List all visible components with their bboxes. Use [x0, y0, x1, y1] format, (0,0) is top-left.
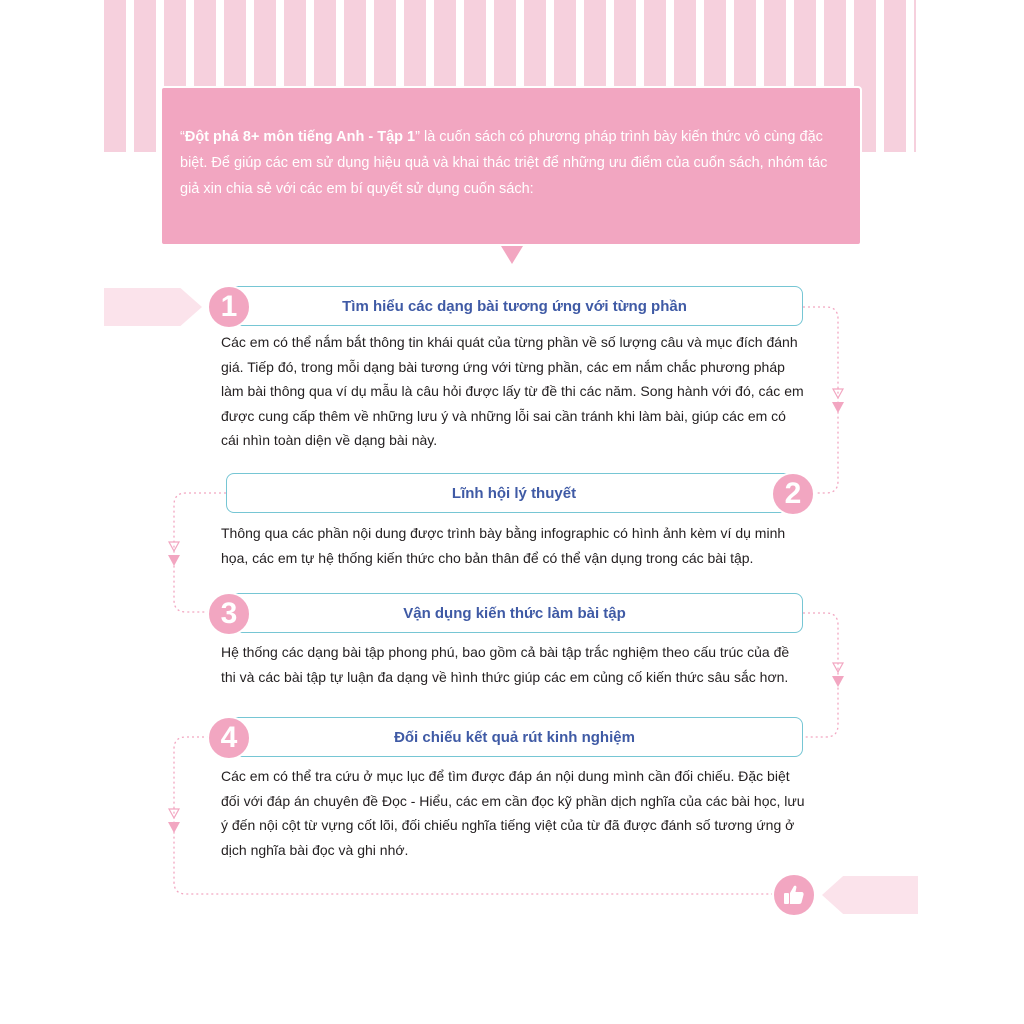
section-3-number-badge — [207, 592, 251, 636]
thumbs-up-badge — [772, 873, 816, 917]
section-2-title: Lĩnh hội lý thuyết — [451, 484, 577, 502]
section-4-title-box — [226, 717, 803, 757]
section-3-title: Vận dụng kiến thức làm bài tập — [403, 604, 626, 622]
section-3-number: 3 — [220, 597, 238, 630]
connector-1-2 — [803, 307, 838, 493]
section-2-number-badge — [771, 472, 815, 516]
arrow-down-icon — [168, 555, 180, 566]
intro-text: “Đột phá 8+ môn tiếng Anh - Tập 1” là cuốn sách có phương pháp trình bày kiến thức vô cùng đặc biệt. Để giúp các em sử dụng hiệu quả và khai thác triệt để những ưu điểm của cuốn sách, nhóm tác giả xin chia sẻ với các em bí quyết sử dụng cuốn sách: — [180, 129, 828, 197]
section-3-title-box — [226, 593, 803, 633]
section-2-text: Thông qua các phần nội dung được trình bày bằng infographic có hình ảnh kèm ví dụ minh họa, các em tự hệ thống kiến thức cho bản thân để có thể vận dụng trong các bài tập. — [221, 525, 786, 566]
section-4-number: 4 — [220, 721, 238, 754]
arrow-down-icon — [832, 402, 844, 413]
arrow-down-icon — [168, 822, 180, 833]
section-1-number-badge — [207, 285, 251, 329]
section-4-text: Các em có thể tra cứu ở mục lục để tìm được đáp án nội dung mình cần đối chiếu. Đặc biệt đối với đáp án chuyên đề Đọc - Hiểu, các em cần đọc kỹ phần dịch nghĩa của các bài học, lưu ý đến nội cột từ vựng cốt lõi, đối chiếu nghĩa tiếng việt của từ đã được đánh số tương ứng ở dịch nghĩa bài đọc và ghi nhớ. — [221, 768, 805, 858]
intro-book-title: Đột phá 8+ môn tiếng Anh - Tập 1 — [184, 129, 416, 145]
section-1-title: Tìm hiểu các dạng bài tương ứng với từng phần — [342, 297, 687, 315]
section-4-title: Đối chiếu kết quả rút kinh nghiệm — [394, 728, 635, 746]
section-1-title-box — [226, 286, 803, 326]
section-4-number-badge — [207, 716, 251, 760]
section-2-number: 2 — [784, 477, 802, 510]
section-1-text: Các em có thể nắm bắt thông tin khái quát của từng phần về số lượng câu và mục đích đánh giá. Tiếp đó, trong mỗi dạng bài tương ứng với từng phần, các em nắm chắc phương pháp làm bài thông qua ví dụ mẫu là câu hỏi được lấy từ đề thi các năm. Song hành với đó, các em được cung cấp thêm về những lưu ý và những lỗi sai cần tránh khi làm bài, giúp các em có cái nhìn toàn diện về dạng bài này. — [221, 334, 804, 448]
thumbs-up-icon — [782, 883, 806, 907]
section-2-title-box — [226, 473, 802, 513]
arrow-down-icon — [832, 676, 844, 687]
connector-3-4 — [803, 613, 838, 737]
section-3-text: Hệ thống các dạng bài tập phong phú, bao gồm cả bài tập trắc nghiệm theo cấu trúc của đề thi và các bài tập tự luận đa dạng về hình thức giúp các em củng cố kiến thức sâu sắc hơn. — [221, 644, 790, 685]
section-1-number: 1 — [220, 290, 238, 323]
